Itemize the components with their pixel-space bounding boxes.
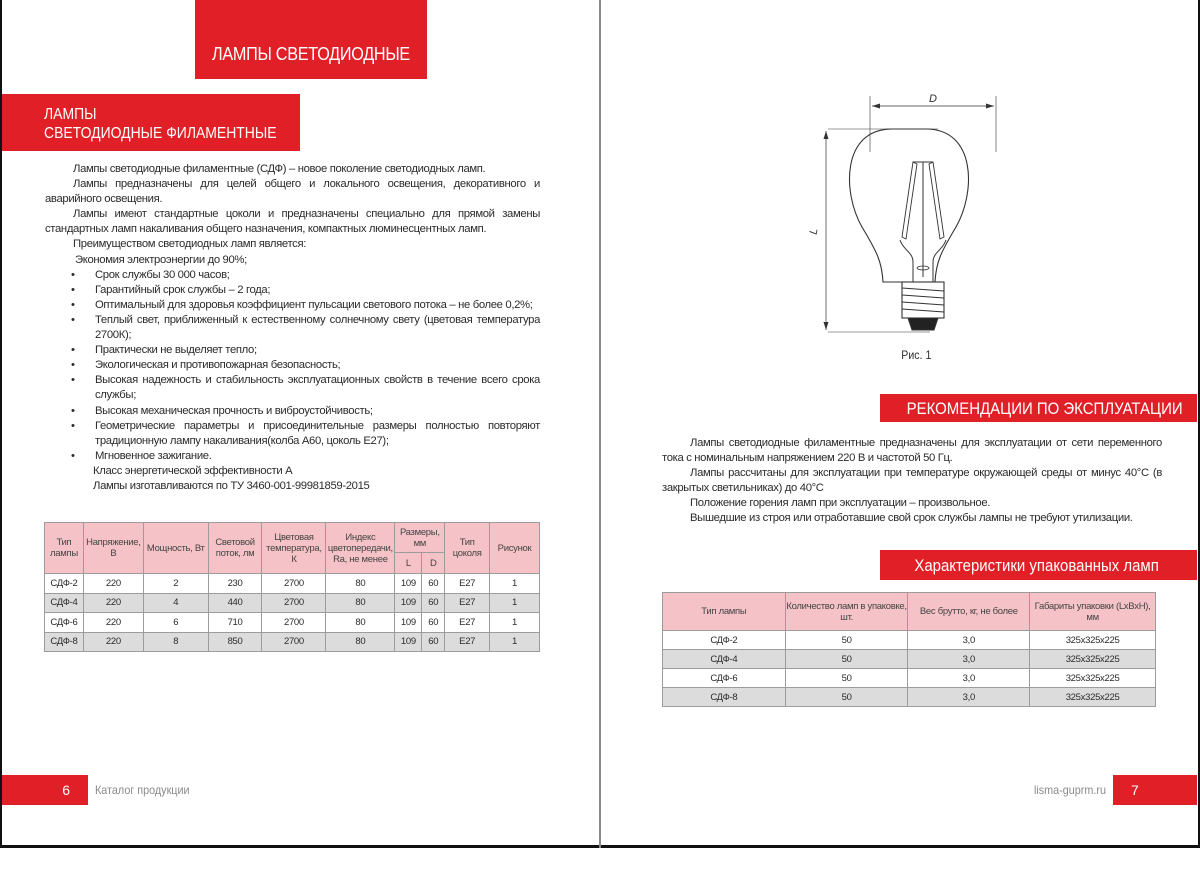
list-item [45, 298, 540, 313]
cell-weight: 3,0 [908, 688, 1030, 707]
page-number-block-right [1113, 775, 1197, 805]
page-number: 6 [62, 782, 70, 798]
cell-cri: 80 [326, 613, 395, 633]
list-item-text: Высокая механическая прочность и виброустойчивость; [95, 404, 373, 417]
paragraph: Преимуществом светодиодных ламп является: [73, 238, 307, 251]
col-header-type: Тип лампы [663, 593, 786, 631]
cell-color-temp: 2700 [262, 613, 326, 633]
cell-flux: 850 [208, 632, 262, 652]
category-banner [195, 0, 427, 79]
recommendations-title: РЕКОМЕНДАЦИИ ПО ЭКСПЛУАТАЦИИ [907, 399, 1183, 418]
lamp-bulb-icon [800, 92, 1010, 342]
cell-voltage: 220 [83, 613, 143, 633]
cell-color-temp: 2700 [262, 574, 326, 594]
list-item [45, 283, 540, 298]
paragraph: Положение горения ламп при эксплуатации – произвольное. [690, 497, 991, 510]
paragraph: Лампы светодиодные филаментные (СДФ) – новое поколение светодиодных ламп. [73, 163, 486, 175]
tu-reference: Лампы изготавливаются по ТУ 3460-001-99981859-2015 [93, 479, 370, 492]
cell-qty: 50 [785, 669, 908, 688]
figure-caption: Рис. 1 [901, 350, 932, 362]
cell-power: 6 [143, 613, 208, 633]
bullet-icon: • [71, 298, 75, 311]
list-item-text: Оптимальный для здоровья коэффициент пульсации светового потока – не более 0,2%; [95, 298, 533, 311]
cell-qty: 50 [785, 631, 908, 650]
section-banner [2, 94, 300, 151]
category-title: ЛАМПЫ СВЕТОДИОДНЫЕ [212, 44, 410, 64]
cell-voltage: 220 [83, 632, 143, 652]
paragraph: Вышедшие из строя или отработавшие свой срок службы лампы не требуют утилизации. [690, 512, 1133, 525]
list-item-text: Срок службы 30 000 часов; [95, 268, 230, 281]
cell-l: 109 [395, 613, 422, 633]
specs-table [44, 522, 540, 652]
col-header-d: D [422, 553, 445, 574]
list-item-text: Высокая надежность и стабильность эксплуатационных свойств в течение всего срока службы; [95, 374, 540, 402]
cell-type: СДФ-4 [663, 650, 786, 669]
bullet-icon: • [71, 344, 75, 357]
page-number: 7 [1131, 782, 1139, 798]
product-description [45, 162, 540, 494]
table-row [663, 688, 1156, 707]
cell-weight: 3,0 [908, 669, 1030, 688]
table-row [663, 631, 1156, 650]
col-header-l: L [395, 553, 422, 574]
bullet-icon: • [71, 374, 75, 387]
list-item [45, 343, 540, 358]
cell-size: 325x325x225 [1030, 688, 1156, 707]
recommendations-banner [880, 394, 1197, 422]
cell-figure: 1 [490, 613, 540, 633]
table-row [45, 574, 540, 594]
cell-size: 325x325x225 [1030, 650, 1156, 669]
cell-cri: 80 [326, 593, 395, 613]
bullet-icon: • [71, 359, 75, 372]
list-item-text: Экологическая и противопожарная безопасность; [95, 359, 341, 372]
cell-type: СДФ-8 [45, 632, 84, 652]
cell-figure: 1 [490, 593, 540, 613]
cell-d: 60 [422, 574, 445, 594]
dim-d-label: D [929, 93, 937, 105]
cell-type: СДФ-8 [663, 688, 786, 707]
bullet-icon: • [71, 419, 75, 432]
cell-l: 109 [395, 574, 422, 594]
col-header-type: Тип лампы [45, 523, 84, 574]
cell-base: E27 [445, 613, 490, 633]
economy-line: Экономия электроэнергии до 90%; [75, 253, 247, 266]
col-header-figure: Рисунок [490, 523, 540, 574]
list-item-text: Гарантийный срок службы – 2 года; [95, 283, 271, 296]
cell-flux: 230 [208, 574, 262, 594]
list-item-text: Мгновенное зажигание. [95, 449, 212, 462]
col-header-dims: Размеры, мм [395, 523, 445, 553]
table-row [45, 593, 540, 613]
cell-d: 60 [422, 593, 445, 613]
col-header-voltage: Напряжение, В [83, 523, 143, 574]
page-divider [599, 0, 601, 848]
package-table [662, 592, 1156, 707]
cell-color-temp: 2700 [262, 593, 326, 613]
cell-power: 2 [143, 574, 208, 594]
cell-l: 109 [395, 632, 422, 652]
bullet-icon: • [71, 404, 75, 417]
col-header-weight: Вес брутто, кг, не более [908, 593, 1030, 631]
col-header-qty: Количество ламп в упаковке, шт. [785, 593, 908, 631]
cell-figure: 1 [490, 574, 540, 594]
table-row [663, 650, 1156, 669]
cell-weight: 3,0 [908, 631, 1030, 650]
cell-type: СДФ-2 [45, 574, 84, 594]
col-header-size: Габариты упаковки (LxBxH), мм [1030, 593, 1156, 631]
lamp-drawing [800, 92, 1010, 342]
advantages-list [45, 268, 540, 464]
table-row [663, 669, 1156, 688]
cell-power: 4 [143, 593, 208, 613]
cell-power: 8 [143, 632, 208, 652]
cell-type: СДФ-6 [663, 669, 786, 688]
cell-size: 325x325x225 [1030, 669, 1156, 688]
cell-size: 325x325x225 [1030, 631, 1156, 650]
paragraph: Лампы имеют стандартные цоколи и предназначены специально для прямой замены стандартных ламп накаливания общего назначения, компактных люминесцентных ламп. [45, 208, 540, 236]
list-item-text: Теплый свет, приближенный к естественному солнечному свету (цветовая температура 2700К); [95, 313, 540, 342]
paragraph: Лампы рассчитаны для эксплуатации при температуре окружающей среды от минус 40°С (в закрытых светильниках) до 40°С [662, 467, 1162, 495]
bullet-icon: • [71, 449, 75, 462]
cell-base: E27 [445, 574, 490, 594]
cell-weight: 3,0 [908, 650, 1030, 669]
table-row [45, 613, 540, 633]
cell-base: E27 [445, 632, 490, 652]
cell-type: СДФ-6 [45, 613, 84, 633]
package-banner [880, 550, 1197, 580]
bullet-icon: • [71, 313, 75, 326]
list-item [45, 358, 540, 373]
bullet-icon: • [71, 283, 75, 296]
table-row [45, 632, 540, 652]
cell-cri: 80 [326, 632, 395, 652]
section-title-line2: СВЕТОДИОДНЫЕ ФИЛАМЕНТНЫЕ [44, 125, 277, 142]
col-header-base: Тип цоколя [445, 523, 490, 574]
list-item [45, 449, 540, 464]
list-item [45, 419, 540, 449]
paragraph: Лампы светодиодные филаментные предназначены для эксплуатации от сети переменного тока с номинальным напряжением 220 В и частотой 50 Гц. [662, 437, 1162, 465]
cell-type: СДФ-4 [45, 593, 84, 613]
cell-figure: 1 [490, 632, 540, 652]
list-item-text: Практически не выделяет тепло; [95, 344, 257, 357]
cell-cri: 80 [326, 574, 395, 594]
package-title: Характеристики упакованных ламп [914, 556, 1159, 575]
cell-d: 60 [422, 613, 445, 633]
col-header-color-temp: Цветовая температура, К [262, 523, 326, 574]
paragraph: Лампы предназначены для целей общего и локального освещения, декоративного и аварийного освещения. [45, 178, 540, 206]
list-item-text: Геометрические параметры и присоединительные размеры полностью повторяют традиционную лампу накаливания(колба А60, цоколь Е27); [95, 419, 540, 447]
col-header-power: Мощность, Вт [143, 523, 208, 574]
cell-l: 109 [395, 593, 422, 613]
cell-flux: 710 [208, 613, 262, 633]
cell-type: СДФ-2 [663, 631, 786, 650]
page-number-block-left [2, 775, 88, 805]
cell-flux: 440 [208, 593, 262, 613]
cell-d: 60 [422, 632, 445, 652]
list-item [45, 268, 540, 283]
recommendations-text [662, 436, 1162, 527]
energy-class: Класс энергетической эффективности А [93, 464, 293, 477]
cell-qty: 50 [785, 650, 908, 669]
cell-voltage: 220 [83, 574, 143, 594]
bullet-icon: • [71, 268, 75, 281]
cell-color-temp: 2700 [262, 632, 326, 652]
list-item [45, 404, 540, 419]
dim-l-label: L [807, 227, 821, 236]
section-title-line1: ЛАМПЫ [44, 106, 97, 123]
cell-voltage: 220 [83, 593, 143, 613]
col-header-cri: Индекс цветопередачи, Ra, не менее [326, 523, 395, 574]
site-link[interactable]: lisma-guprm.ru [1033, 783, 1106, 797]
catalog-label: Каталог продукции [95, 783, 190, 797]
col-header-flux: Световой поток, лм [208, 523, 262, 574]
cell-base: E27 [445, 593, 490, 613]
cell-qty: 50 [785, 688, 908, 707]
list-item [45, 313, 540, 343]
list-item [45, 373, 540, 403]
